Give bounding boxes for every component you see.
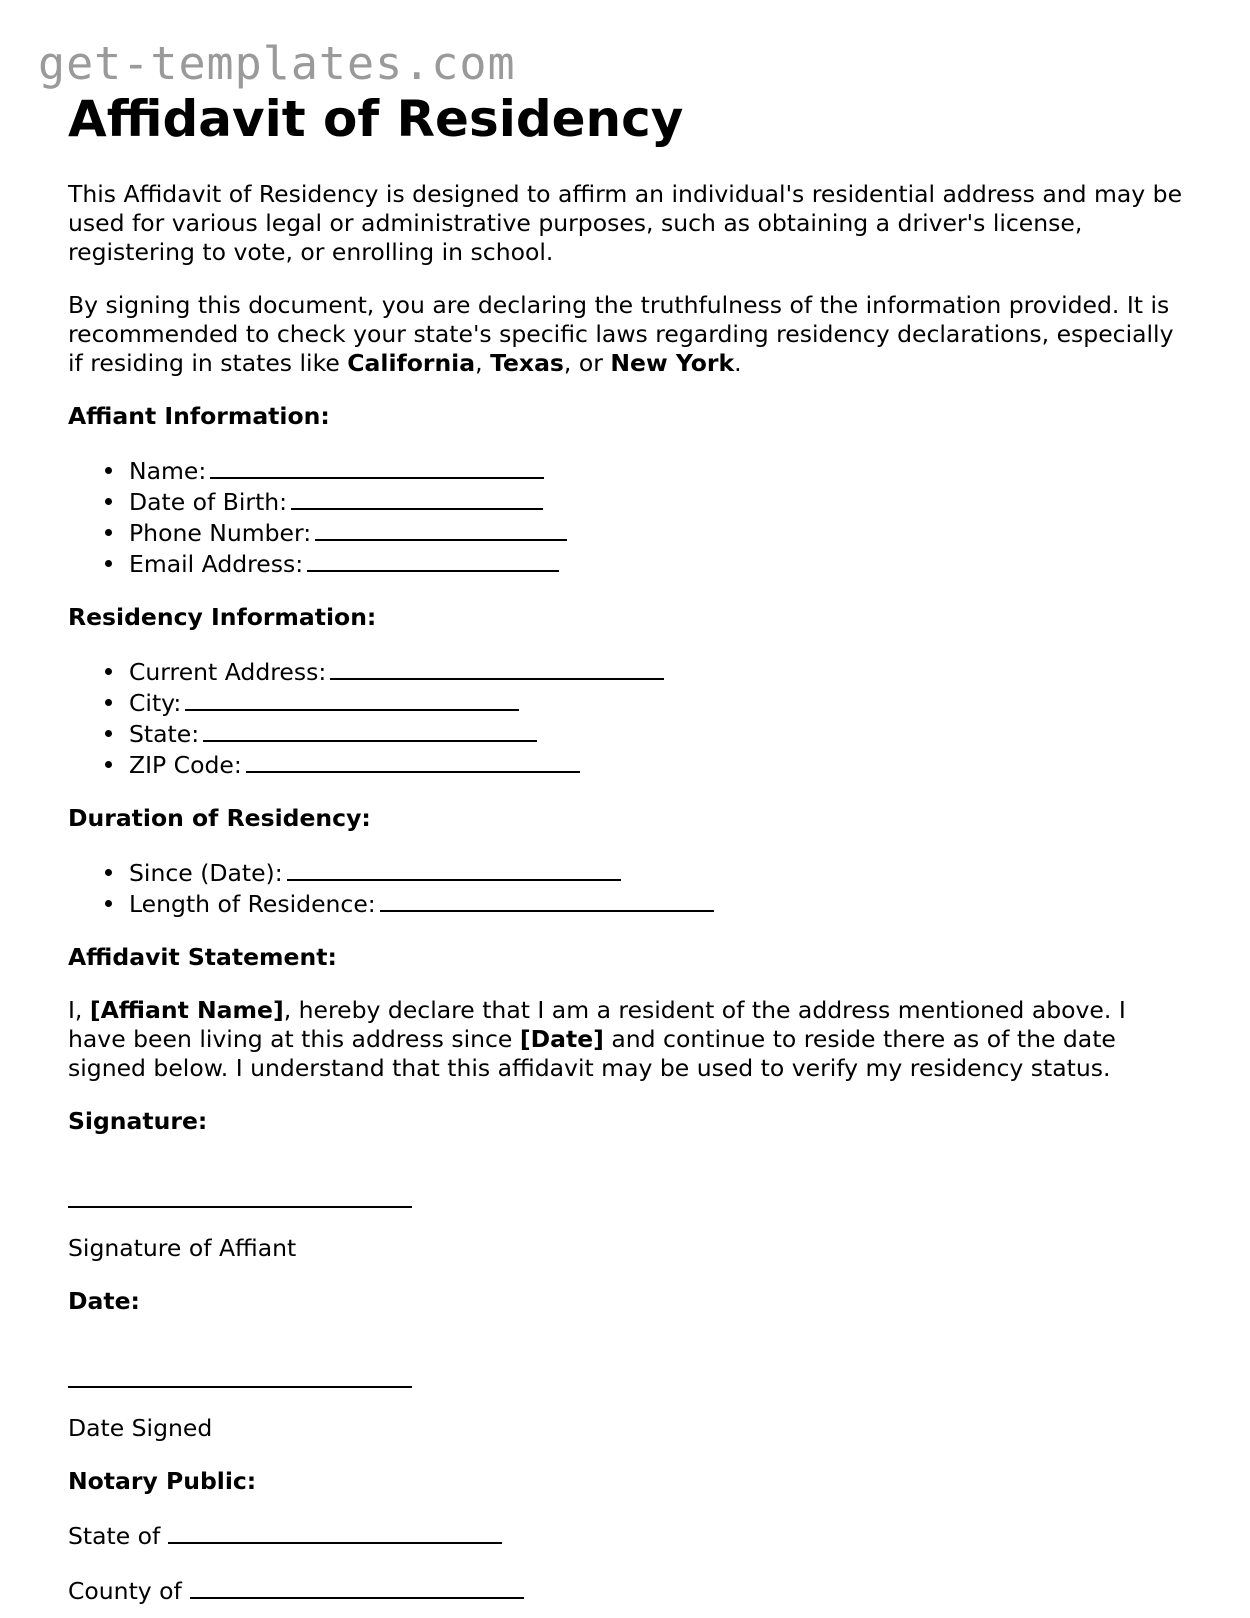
watermark: get-templates.com xyxy=(38,37,516,90)
signature-caption: Signature of Affiant xyxy=(68,1234,297,1262)
state-texas: Texas xyxy=(490,349,564,377)
list-item xyxy=(129,455,1188,486)
field-label-email: Email Address: xyxy=(129,550,304,578)
list-item xyxy=(129,857,1188,888)
date-placeholder: [Date] xyxy=(519,1025,604,1053)
field-label-dob: Date of Birth: xyxy=(129,488,288,516)
name-field[interactable] xyxy=(210,455,544,479)
date-caption: Date Signed xyxy=(68,1414,213,1442)
list-item xyxy=(129,656,1188,687)
phone-field[interactable] xyxy=(315,517,567,541)
statement-heading: Affidavit Statement: xyxy=(68,943,337,971)
list-item xyxy=(129,888,1188,919)
field-label-since: Since (Date): xyxy=(129,859,283,887)
city-field[interactable] xyxy=(185,687,519,711)
residency-info-list xyxy=(68,656,1188,780)
state-field[interactable] xyxy=(203,718,537,742)
field-label-name: Name: xyxy=(129,457,207,485)
date-heading: Date: xyxy=(68,1287,140,1315)
field-label-length: Length of Residence: xyxy=(129,890,376,918)
notary-county-row xyxy=(68,1575,1188,1606)
notary-county-field[interactable] xyxy=(190,1575,524,1599)
list-item xyxy=(129,718,1188,749)
date-signed-line[interactable] xyxy=(68,1364,412,1388)
affiant-info-heading: Affiant Information: xyxy=(68,402,330,430)
notary-county-label: County of xyxy=(68,1577,182,1605)
document-title: Affidavit of Residency xyxy=(68,90,684,148)
statement-text: , hereby declare that I am a resident of the address mentioned above. I have been living at this address since xyxy=(68,996,1126,1053)
intro-paragraph-1: This Affidavit of Residency is designed to affirm an individual's residential address and may be used for various legal or administrative purposes, such as obtaining a driver's license, registering to vote, or enrolling in school. xyxy=(68,180,1183,266)
separator: , or xyxy=(563,349,611,377)
residency-info-heading: Residency Information: xyxy=(68,603,377,631)
signature-heading: Signature: xyxy=(68,1107,208,1135)
length-field[interactable] xyxy=(380,888,714,912)
period: . xyxy=(734,349,742,377)
duration-heading: Duration of Residency: xyxy=(68,804,371,832)
field-label-city: City: xyxy=(129,689,182,717)
dob-field[interactable] xyxy=(291,486,543,510)
intro-paragraph-2 xyxy=(68,291,1188,378)
list-item xyxy=(129,687,1188,718)
affiant-name-placeholder: [Affiant Name] xyxy=(89,996,284,1024)
zip-field[interactable] xyxy=(246,749,580,773)
address-field[interactable] xyxy=(330,656,664,680)
intro-text: By signing this document, you are declaring the truthfulness of the information provided. It is recommended to check your state's specific laws regarding residency declarations, especially if residing in states like xyxy=(68,291,1174,377)
notary-heading: Notary Public: xyxy=(68,1467,257,1495)
since-date-field[interactable] xyxy=(287,857,621,881)
signature-line[interactable] xyxy=(68,1184,412,1208)
field-label-zip: ZIP Code: xyxy=(129,751,242,779)
list-item xyxy=(129,486,1188,517)
state-california: California xyxy=(347,349,476,377)
affiant-info-list xyxy=(68,455,1188,579)
statement-paragraph xyxy=(68,996,1188,1083)
notary-state-field[interactable] xyxy=(168,1520,502,1544)
field-label-state: State: xyxy=(129,720,200,748)
statement-text: and continue to reside there as of the date signed below. I understand that this affidavit may be used to verify my residency status. xyxy=(68,1025,1116,1082)
email-field[interactable] xyxy=(307,548,559,572)
field-label-phone: Phone Number: xyxy=(129,519,312,547)
duration-list xyxy=(68,857,1188,919)
separator: , xyxy=(475,349,491,377)
notary-state-label: State of xyxy=(68,1522,161,1550)
list-item xyxy=(129,517,1188,548)
field-label-address: Current Address: xyxy=(129,658,327,686)
state-new-york: New York xyxy=(610,349,735,377)
list-item xyxy=(129,548,1188,579)
list-item xyxy=(129,749,1188,780)
notary-state-row xyxy=(68,1520,1188,1551)
statement-text: I, xyxy=(68,996,90,1024)
document-page xyxy=(68,82,1188,1606)
